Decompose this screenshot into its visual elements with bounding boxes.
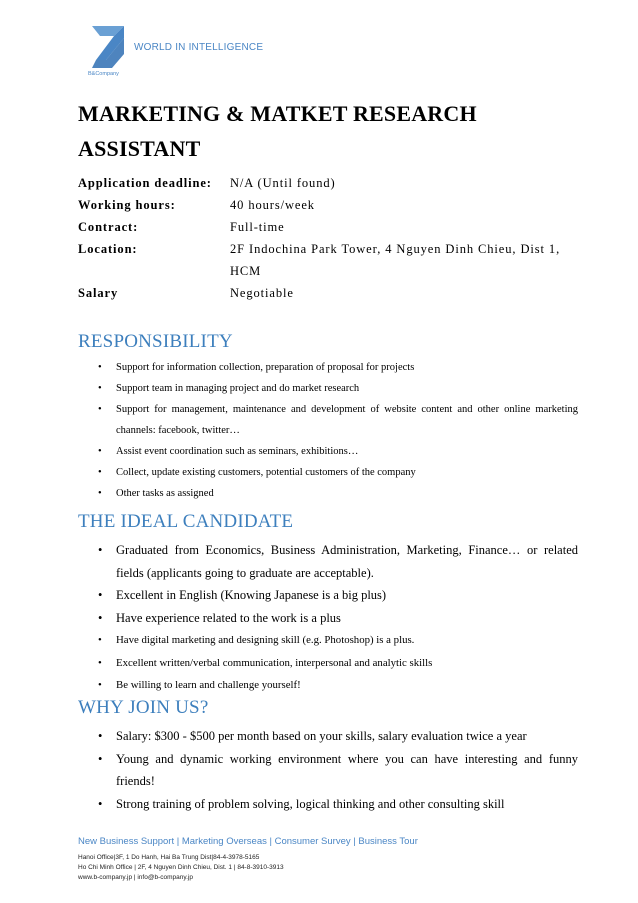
footer-hcm-office: Ho Chi Minh Office | 2F, 4 Nguyen Dinh Chieu, Dist. 1 | 84-8-3910-3913: [78, 864, 284, 871]
info-value: 2F Indochina Park Tower, 4 Nguyen Dinh Chieu, Dist 1, HCM: [230, 242, 561, 278]
list-item-text: Support team in managing project and do market research: [116, 383, 360, 394]
list-item-text: Support for information collection, preparation of proposal for projects: [116, 362, 415, 373]
footer-contact[interactable]: www.b-company.jp | info@b-company.jp: [78, 874, 193, 881]
list-item: [78, 462, 578, 483]
section-heading: THE IDEAL CANDIDATE: [78, 511, 294, 532]
list-item-text: Assist event coordination such as seminars, exhibitions…: [116, 446, 359, 457]
list-item-text: Excellent written/verbal communication, interpersonal and analytic skills: [116, 656, 433, 669]
info-label: Working hours:: [78, 198, 176, 212]
logo-mark-icon: [88, 24, 126, 74]
bullet-icon: •: [98, 610, 103, 625]
list-item: [78, 584, 578, 607]
responsibility-list: [78, 357, 578, 504]
list-item: [78, 748, 578, 793]
info-value: Full-time: [230, 220, 285, 234]
bullet-icon: •: [98, 729, 103, 743]
footer-tagline: New Business Support | Marketing Overseas | Consumer Survey | Business Tour: [78, 836, 418, 847]
list-item-text: Salary: $300 - $500 per month based on your skills, salary evaluation twice a year: [116, 729, 527, 743]
list-item: [78, 441, 578, 462]
info-row-location: [78, 238, 578, 282]
bullet-icon: •: [98, 488, 102, 499]
info-value: N/A (Until found): [230, 176, 336, 190]
section-heading: WHY JOIN US?: [78, 697, 209, 718]
list-item: [78, 539, 578, 584]
list-item: [78, 483, 578, 504]
bullet-icon: •: [98, 467, 102, 478]
bullet-icon: •: [98, 634, 102, 646]
info-row-salary: [78, 282, 578, 304]
bullet-icon: •: [98, 383, 102, 394]
bullet-icon: •: [98, 796, 103, 811]
job-info-table: [78, 172, 578, 304]
list-item: [78, 725, 578, 748]
list-item: [78, 674, 578, 697]
bullet-icon: •: [98, 543, 103, 557]
why-join-section: [78, 697, 578, 815]
why-join-list: [78, 725, 578, 815]
bullet-icon: •: [98, 751, 103, 766]
list-item-text: Other tasks as assigned: [116, 488, 214, 499]
info-value: Negotiable: [230, 286, 294, 300]
list-item-text: Excellent in English (Knowing Japanese is a big plus): [116, 588, 387, 602]
list-item: [78, 399, 578, 441]
info-label: Contract:: [78, 220, 139, 234]
list-item: [78, 357, 578, 378]
info-row-hours: [78, 194, 578, 216]
bullet-icon: •: [98, 404, 102, 415]
bullet-icon: •: [98, 679, 102, 691]
job-title: MARKETING & MATKET RESEARCH ASSISTANT: [78, 101, 477, 161]
info-label: Application deadline:: [78, 176, 212, 190]
info-row-deadline: [78, 172, 578, 194]
info-label: Location:: [78, 242, 138, 256]
bullet-icon: •: [98, 362, 102, 373]
list-item-text: Collect, update existing customers, potential customers of the company: [116, 467, 416, 478]
list-item: [78, 652, 578, 675]
list-item-text: Be willing to learn and challenge yourself!: [116, 679, 301, 691]
list-item-text: Graduated from Economics, Business Administration, Marketing, Finance… or related fields (applicants going to graduate are acceptable).: [116, 543, 578, 580]
list-item: [78, 607, 578, 630]
list-item: [78, 629, 578, 652]
list-item-text: Have experience related to the work is a plus: [116, 610, 341, 625]
list-item-text: Strong training of problem solving, logical thinking and other consulting skill: [116, 796, 505, 811]
footer-hanoi-office: Hanoi Office|3F, 1 Do Hanh, Hai Ba Trung Dist|84-4-3978-5165: [78, 854, 260, 861]
bullet-icon: •: [98, 588, 103, 602]
responsibility-section: [78, 331, 578, 504]
info-row-contract: [78, 216, 578, 238]
bullet-icon: •: [98, 446, 102, 457]
info-value: 40 hours/week: [230, 198, 315, 212]
list-item-text: Have digital marketing and designing skill (e.g. Photoshop) is a plus.: [116, 634, 415, 646]
list-item: [78, 378, 578, 399]
list-item-text: Young and dynamic working environment where you can have interesting and funny friends!: [116, 751, 578, 788]
list-item: [78, 793, 578, 816]
bullet-icon: •: [98, 656, 102, 669]
list-item-text: Support for management, maintenance and development of website content and other online marketing channels: facebook, twitter…: [116, 404, 578, 436]
logo-subtitle: B&Company: [88, 71, 119, 77]
ideal-candidate-section: [78, 511, 578, 697]
info-label: Salary: [78, 286, 119, 300]
section-heading: RESPONSIBILITY: [78, 331, 233, 352]
company-logo: [80, 20, 300, 82]
ideal-candidate-list: [78, 539, 578, 697]
logo-name: WORLD IN INTELLIGENCE: [134, 42, 264, 53]
